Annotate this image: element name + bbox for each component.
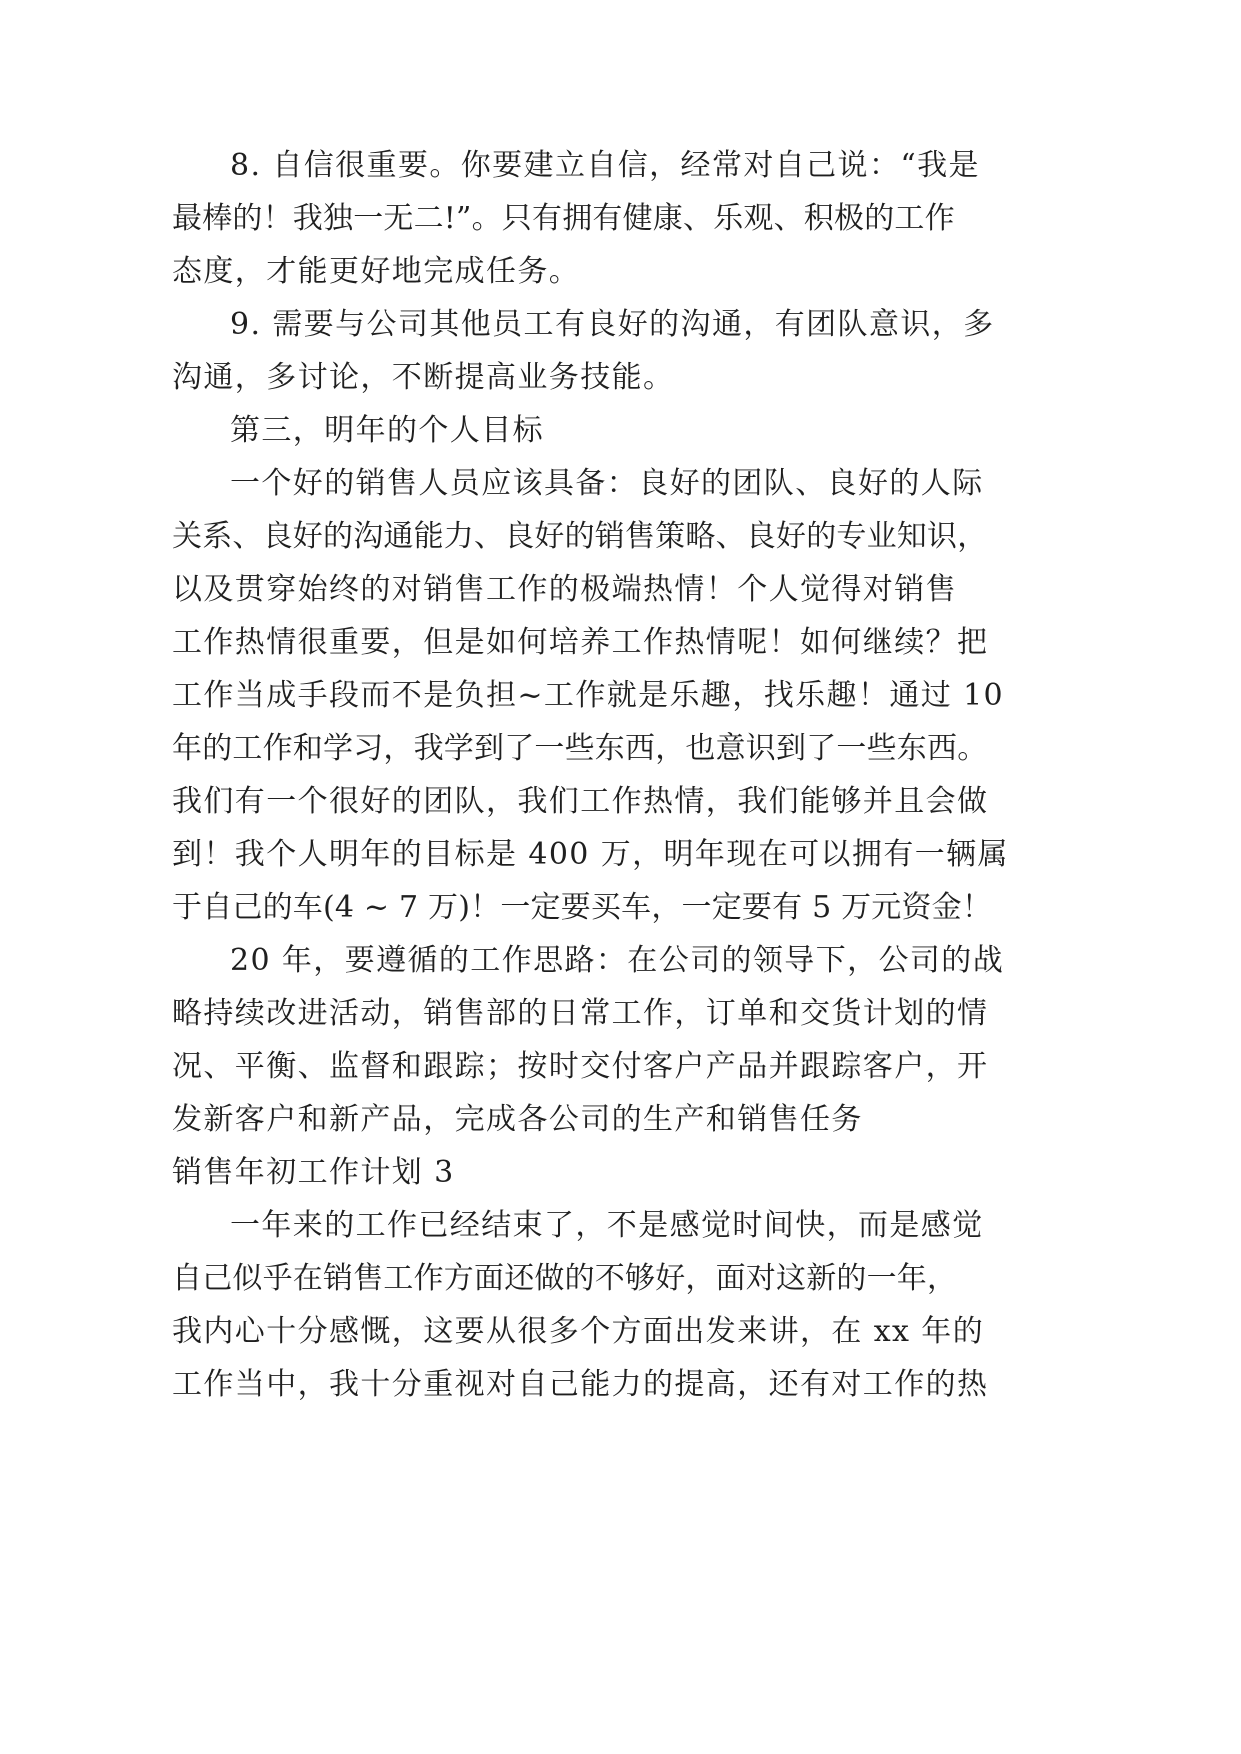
text-line-7: 一个好的销售人员应该具备：良好的团队、良好的人际 [230, 466, 984, 501]
text-line-21: 一年来的工作已经结束了，不是感觉时间快，而是感觉 [230, 1208, 984, 1243]
text-line-13: 我们有一个很好的团队，我们工作热情，我们能够并且会做 [172, 784, 989, 819]
text-line-3: 态度，才能更好地完成任务。 [172, 254, 581, 289]
text-line-9: 以及贯穿始终的对销售工作的极端热情！个人觉得对销售 [172, 572, 957, 607]
text-line-8: 关系、良好的沟通能力、良好的销售策略、良好的专业知识， [172, 519, 988, 554]
text-line-17: 略持续改进活动，销售部的日常工作，订单和交货计划的情 [172, 996, 989, 1031]
text-line-23: 我内心十分感慨，这要从很多个方面出发来讲，在 xx 年的 [172, 1314, 985, 1349]
text-line-12: 年的工作和学习，我学到了一些东西，也意识到了一些东西。 [172, 731, 988, 766]
text-line-1: 8. 自信很重要。你要建立自信，经常对自己说：“我是 [230, 148, 980, 183]
text-line-16: 20 年，要遵循的工作思路：在公司的领导下，公司的战 [230, 943, 1005, 978]
document-title: 销售年初工作计划 3 [172, 1155, 455, 1190]
text-line-18: 况、平衡、监督和跟踪；按时交付客户产品并跟踪客户，开 [172, 1049, 989, 1084]
text-line-19: 发新客户和新产品，完成各公司的生产和销售任务 [172, 1102, 863, 1137]
text-line-24: 工作当中，我十分重视对自己能力的提高，还有对工作的热 [172, 1367, 989, 1402]
section-heading: 第三，明年的个人目标 [230, 413, 544, 448]
text-line-4: 9. 需要与公司其他员工有良好的沟通，有团队意识，多 [230, 307, 995, 342]
text-line-10: 工作热情很重要，但是如何培养工作热情呢！如何继续？把 [172, 625, 989, 660]
text-line-22: 自己似乎在销售工作方面还做的不够好，面对这新的一年， [172, 1261, 958, 1296]
text-line-2: 最棒的！我独一无二!”。只有拥有健康、乐观、积极的工作 [172, 201, 955, 236]
text-line-11: 工作当成手段而不是负担~工作就是乐趣，找乐趣！通过 10 [172, 678, 1005, 713]
text-line-5: 沟通，多讨论，不断提高业务技能。 [172, 360, 675, 395]
text-line-15: 于自己的车(4 ~ 7 万)！一定要买车，一定要有 5 万元资金！ [172, 890, 993, 925]
text-line-14: 到！我个人明年的目标是 400 万，明年现在可以拥有一辆属 [172, 837, 1009, 872]
